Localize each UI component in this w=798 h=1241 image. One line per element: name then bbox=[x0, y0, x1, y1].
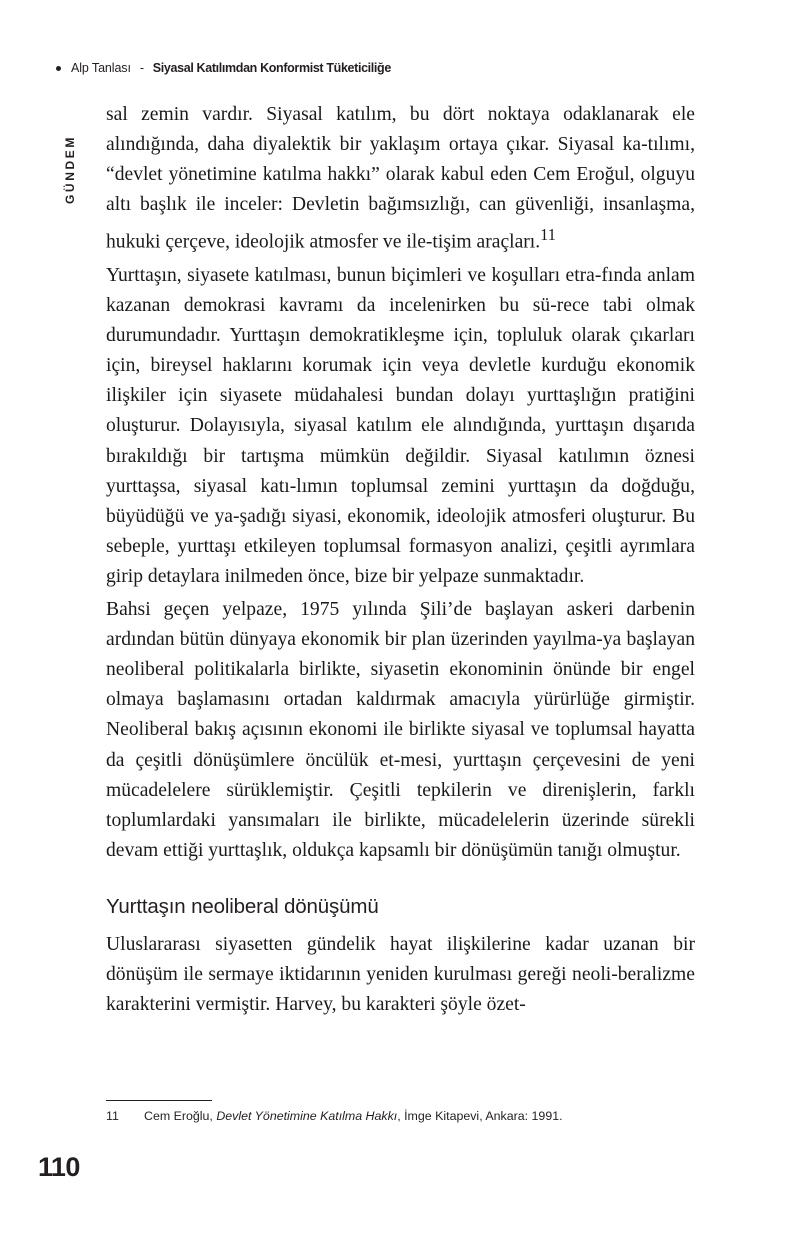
header-article-title: Siyasal Katılımdan Konformist Tüketiciliğe bbox=[152, 61, 391, 75]
paragraph: sal zemin vardır. Siyasal katılım, bu dört noktaya odaklanarak ele alındığında, daha diyalektik bir yaklaşım ortaya çıkar. Siyasal ka-​tılımı, “devlet yönetimine katılma hakkı” olarak kabul eden Cem Eroğul, olguyu altı başlık ile inceler: Devletin bağımsızlığı, can güvenliği, insanlaşma, hukuki çerçeve, ideolojik atmosfer ve ile-​tişim araçları.$^{11}$ bbox=[106, 104, 695, 253]
section-tab bbox=[47, 96, 77, 206]
page-number: 110 bbox=[38, 1152, 80, 1182]
header-separator: - bbox=[139, 61, 144, 75]
footnote-author: Cem Eroğlu, bbox=[144, 1109, 213, 1123]
footnote-separator-rule bbox=[106, 1100, 212, 1101]
footnote-text bbox=[144, 1108, 695, 1125]
running-header bbox=[56, 61, 391, 75]
paragraph: Bahsi geçen yelpaze, 1975 yılında Şili’de başlayan askeri darbenin ardından bütün dünyaya ekonomik bir plan üzerinden yayılma-​ya başlayan neoliberal politikalarla birlikte, siyasetin ekonominin önünde bir engel olmaya başlamasını ortadan kaldırmak amacıyla yürürlüğe girmiştir. Neoliberal bakış açısının ekonomi ile birlikte siyasal ve toplumsal hayatta da çeşitli dönüşümlere öncülük et-​mesi, yurttaşın çerçevesini de yeni mücadelelere sürüklemiştir. Çeşitli tepkilerin ve direnişlerin, farklı toplumlardaki yansımaları ile birlikte, mücadelelerin üzerinde sürekli devam ettiği yurttaşlık, oldukça kapsamlı bir dönüşümün tanığı olmuştur. bbox=[106, 599, 695, 861]
paragraph: Yurttaşın, siyasete katılması, bunun biçimleri ve koşulları etra-​fında anlam kazanan demokrasi kavramı da incelenirken bu sü-​rece tabi olmak durumundadır. Yurttaşın demokratikleşme için, topluluk olarak çıkarları için, bireysel haklarını korumak için veya devletle kurduğu ekonomik ilişkiler için siyasete müdahalesi bundan dolayı yurttaşlığın pratiğini oluşturur. Dolayısıyla, siyasal katılım ele alındığında, yurttaşın dışarıda bırakıldığı bir tartışma mümkün değildir. Siyasal katılımın öznesi yurttaşsa, siyasal katı-​lımın toplumsal zemini yurttaşın da doğduğu, büyüdüğü ve ya-​şadığı siyasi, ekonomik, ideolojik atmosferi oluşturur. Bu sebeple, yurttaşı etkileyen toplumsal formasyon analizi, çeşitli ayrımlara girip detaylara inilmeden önce, bize bir yelpaze sunmaktadır. bbox=[106, 265, 695, 587]
footnote-work-title: Devlet Yönetimine Katılma Hakkı bbox=[216, 1109, 398, 1123]
header-author-name: Alp Tanlası bbox=[71, 61, 131, 75]
section-tab-label: GÜNDEM bbox=[63, 135, 77, 204]
section-heading: Yurttaşın neoliberal dönüşümü bbox=[106, 894, 379, 918]
footnote-publication-info: , İmge Kitapevi, Ankara: 1991. bbox=[397, 1109, 563, 1123]
paragraph: Uluslararası siyasetten gündelik hayat ilişkilerine kadar uzanan bir dönüşüm ile sermaye iktidarının yeniden kurulması gereği neoli-​beralizme karakterini vermiştir. Harvey, bu karakteri şöyle özet- bbox=[106, 933, 695, 1016]
footnote-number: 11 bbox=[106, 1109, 119, 1123]
footnote-entry bbox=[106, 1108, 695, 1125]
text-column bbox=[106, 100, 695, 1023]
bullet-dot-icon bbox=[56, 66, 61, 71]
footnote-area bbox=[106, 1100, 695, 1125]
